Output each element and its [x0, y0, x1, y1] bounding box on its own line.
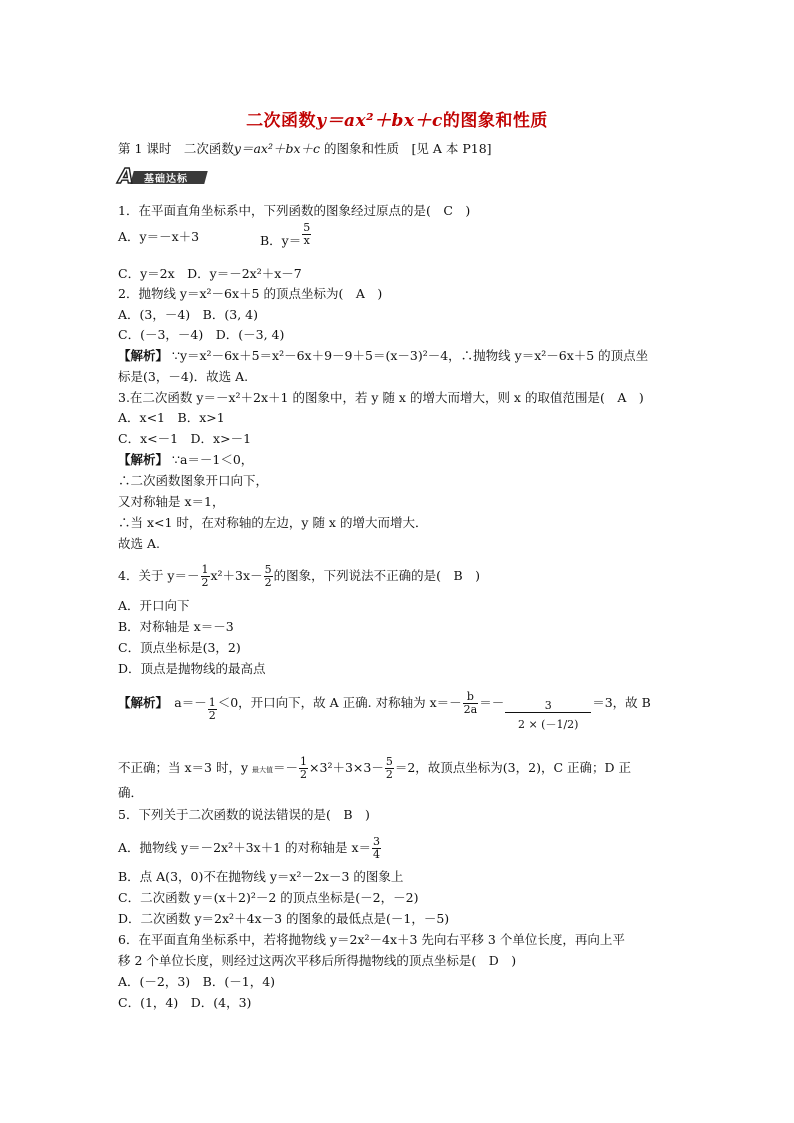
q1-option-b [260, 221, 312, 254]
q5-option-c: C．二次函数 y＝(x＋2)²－2 的顶点坐标是(－2，－2) [118, 890, 419, 905]
q3-options-ab: A．x<1 B．x>1 [118, 410, 225, 425]
q5-option-a-num: 3 [373, 835, 381, 848]
q5-option-b: B．点 A(3，0)不在抛物线 y＝x²－2x－3 的图象上 [118, 869, 404, 884]
q4-stem-pre: 4．关于 y＝－ [118, 568, 200, 583]
q4-analysis2-post: ＝2，故顶点坐标为(3，2)，C 正确；D 正 [394, 760, 631, 775]
q2-options-ab: A．(3，－4) B．(3, 4) [118, 307, 258, 322]
q3-stem: 3.在二次函数 y＝－x²＋2x＋1 的图象中，若 y 随 x 的增大而增大，则 x 的取值范围是( A ) [118, 390, 644, 405]
q2-analysis-line-2: 标是(3，－4)．故选 A. [118, 369, 249, 384]
q2-analysis-text-1: ∵y＝x²－6x＋5＝x²－6x＋9－9＋5＝(x－3)²－4，∴抛物线 y＝x²－6x＋5 的顶点坐 [168, 348, 649, 363]
q3-analysis-line-2: ∴二次函数图象开口向下， [118, 473, 269, 488]
q4-option-c: C．顶点坐标是(3，2) [118, 640, 241, 655]
q4-option-a: A．开口向下 [118, 598, 190, 613]
q4-analysis2-frac2-den: 2 [385, 768, 393, 781]
q4-option-d: D．顶点是抛物线的最高点 [118, 661, 266, 676]
q5-option-a [118, 836, 382, 861]
badge-letter: A [118, 164, 134, 188]
q4-stem-frac2-den: 2 [264, 576, 272, 589]
q4-option-b: B．对称轴是 x＝－3 [118, 619, 234, 634]
title-pre: 二次函数 [246, 111, 317, 131]
lesson-formula: y＝ax²＋bx＋c [233, 141, 321, 156]
q6-options-cd: C．(1，4) D．(4，3) [118, 995, 252, 1010]
lesson-post: 的图象和性质 [见 A 本 P18] [320, 141, 492, 156]
q4-stem-frac1-den: 2 [201, 576, 209, 589]
q4-analysis-frac2-den: 2a [463, 703, 478, 716]
q3-analysis-line-1 [118, 452, 253, 468]
q4-analysis-frac2-num: b [463, 691, 479, 704]
q3-options-cd: C．x<－1 D．x>－1 [118, 431, 252, 446]
q4-analysis-frac1-den: 2 [208, 709, 216, 722]
q4-stem-frac2-num: 5 [264, 563, 272, 576]
q4-analysis-frac3-den: 2 × (－1/2) [517, 718, 579, 731]
q4-analysis2-frac1-num: 1 [300, 755, 308, 768]
q4-analysis-line-3: 确． [118, 785, 144, 800]
q3-analysis-line-4: ∴当 x<1 时，在对称轴的左边，y 随 x 的增大而增大． [118, 515, 428, 530]
q1-option-b-label: B．y＝ [260, 233, 302, 248]
q4-stem-mid: x²＋3x－ [210, 568, 263, 583]
q1-option-b-den: x [303, 234, 310, 247]
q6-stem-line-1: 6．在平面直角坐标系中，若将抛物线 y＝2x²－4x＋3 先向右平移 3 个单位长度，再向上平 [118, 932, 625, 947]
q4-analysis-pre: a＝－ [161, 695, 207, 710]
q2-options-cd: C．(－3，－4) D．(－3, 4) [118, 327, 285, 342]
title-formula: y＝ax²＋bx＋c [316, 111, 443, 131]
q4-analysis2-pre: 不正确；当 x＝3 时，y [118, 760, 252, 775]
section-badge [118, 166, 210, 186]
q2-stem: 2．抛物线 y＝x²－6x＋5 的顶点坐标为( A ) [118, 286, 383, 301]
q4-analysis-label: 【解析】 [118, 695, 162, 710]
q3-analysis-line-3: 又对称轴是 x＝1， [118, 494, 225, 509]
q3-analysis-text-1: ∵a＝－1＜0， [168, 452, 254, 467]
q4-analysis-frac1-num: 1 [208, 696, 216, 709]
lesson-pre: 第 1 课时 二次函数 [118, 141, 234, 156]
q1-stem: 1．在平面直角坐标系中，下列函数的图象经过原点的是( C ) [118, 203, 471, 218]
q4-stem-post: 的图象，下列说法不正确的是( B ) [273, 568, 481, 583]
q4-analysis-frac3-num: 3 [505, 700, 591, 713]
q6-options-ab: A．(－2，3) B．(－1，4) [118, 974, 276, 989]
q1-option-b-num: 5 [303, 221, 311, 234]
q3-analysis-line-5: 故选 A. [118, 536, 160, 551]
q4-analysis2-subscript: 最大值 [252, 766, 273, 774]
q5-stem: 5．下列关于二次函数的说法错误的是( B ) [118, 807, 370, 822]
q4-analysis2-mid: ＝－ [273, 760, 299, 775]
q2-analysis-line-1 [118, 348, 648, 364]
q4-analysis2-frac1-den: 2 [300, 768, 308, 781]
q3-analysis-label: 【解析】 [118, 452, 169, 467]
q4-analysis-mid2: ＝－ [479, 695, 505, 710]
q4-analysis-line-2 [118, 756, 631, 781]
title-post: 的图象和性质 [442, 111, 548, 131]
q4-analysis-mid: ＜0，开口向下，故 A 正确. 对称轴为 x＝－ [217, 695, 462, 710]
q4-analysis2-frac2-num: 5 [385, 755, 393, 768]
q4-stem [118, 564, 480, 589]
document-title [0, 106, 794, 131]
q2-analysis-label: 【解析】 [118, 348, 169, 363]
q4-stem-frac1-num: 1 [201, 563, 209, 576]
q6-stem-line-2: 移 2 个单位长度，则经过这两次平移后所得抛物线的顶点坐标是( D ) [118, 953, 517, 968]
badge-text: 基础达标 [144, 174, 188, 185]
q5-option-a-text: A．抛物线 y＝－2x²＋3x＋1 的对称轴是 x＝ [118, 840, 372, 855]
q1-option-a: A．y＝－x＋3 [118, 229, 200, 244]
q4-analysis2-mid2: ×3²＋3×3－ [309, 760, 384, 775]
q5-option-d: D．二次函数 y＝2x²＋4x－3 的图象的最低点是(－1，－5) [118, 911, 450, 926]
q4-analysis-post: ＝3，故 B [592, 695, 651, 710]
q1-options-cd: C．y＝2x D．y＝－2x²＋x－7 [118, 266, 302, 281]
q5-option-a-den: 4 [373, 848, 381, 861]
lesson-heading [118, 141, 492, 157]
q1-options-ab [118, 221, 311, 248]
